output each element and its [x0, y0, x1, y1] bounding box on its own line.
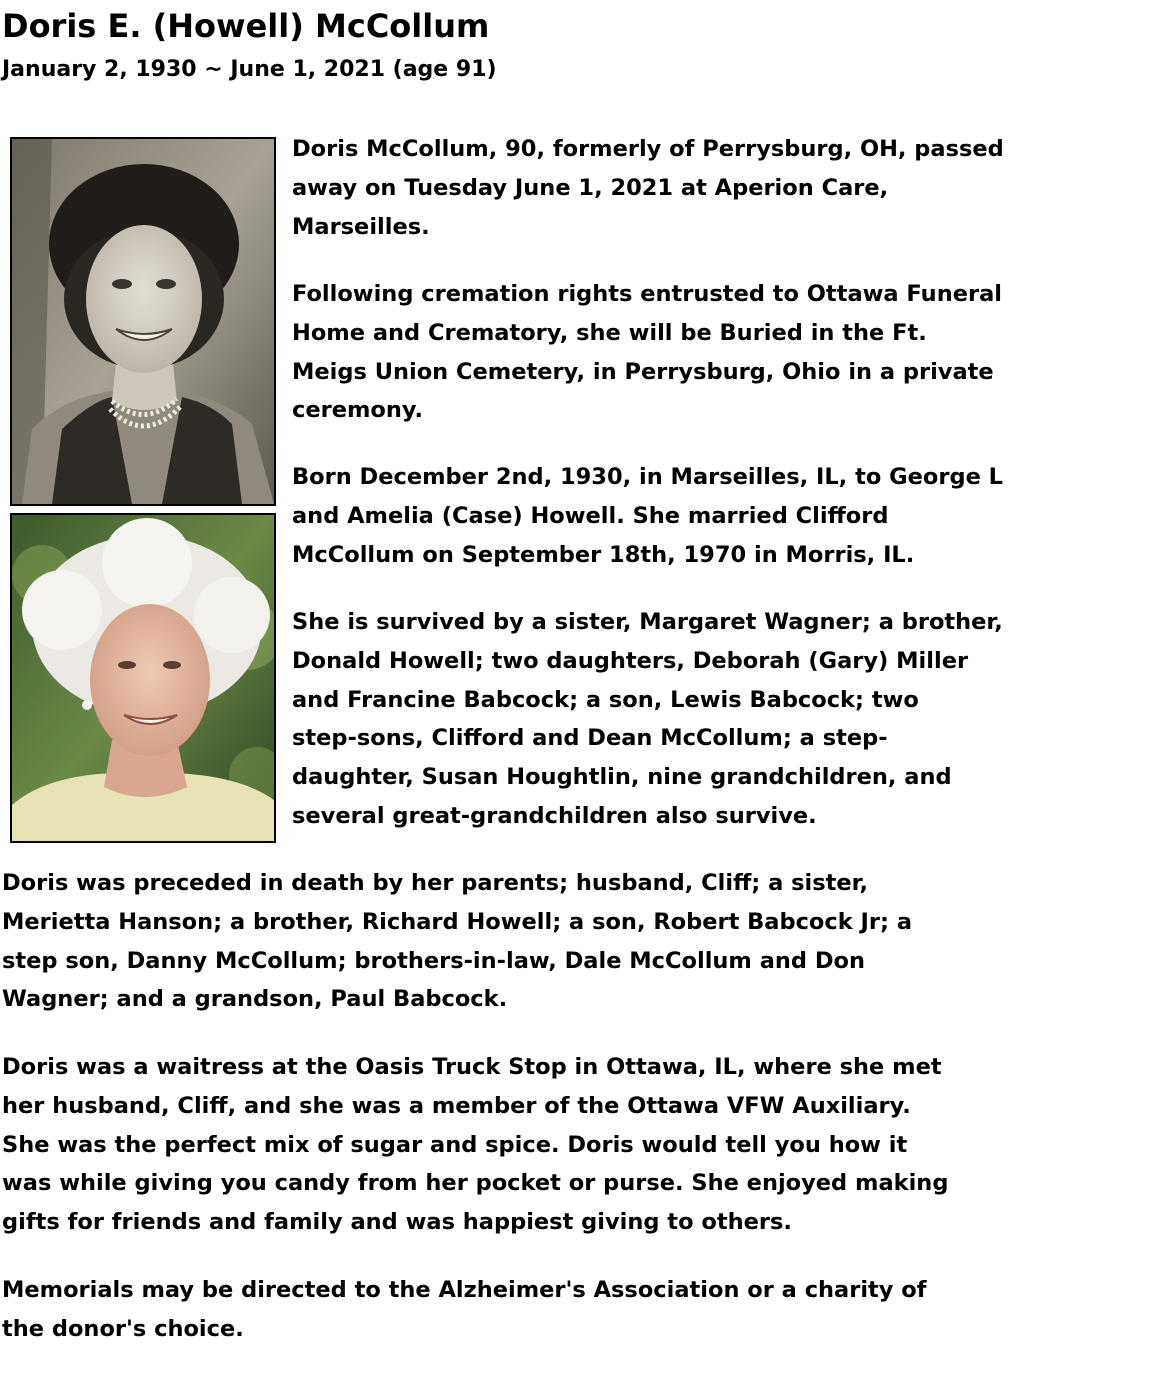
life-dates: January 2, 1930 ~ June 1, 2021 (age 91)	[2, 57, 497, 82]
obituary-paragraph: Doris was preceded in death by her parents; husband, Cliff; a sister, Merietta Hanson; a brother, Richard Howell; a son, Robert Babcock Jr; a step son, Danny McCollum; brothers-in-law, Dale McCollum and Don Wagner; and a grandson, Paul Babcock.	[2, 870, 913, 1013]
obituary-paragraph: Doris McCollum, 90, formerly of Perrysburg, OH, passed away on Tuesday June 1, 2021 at Aperion Care, Marseilles.	[292, 136, 1004, 240]
obituary-paragraph: Doris was a waitress at the Oasis Truck Stop in Ottawa, IL, where she met her husband, Cliff, and she was a member of the Ottawa VFW Auxiliary. She was the perfect mix of sugar and spice. Doris would tell you how it was while giving you candy from her pocket or purse. She enjoyed making gifts for friends and family and was happiest giving to others.	[2, 1054, 949, 1236]
portrait-photo-icon	[12, 515, 274, 841]
recent-portrait-photo	[10, 513, 276, 843]
obituary-paragraph: Memorials may be directed to the Alzheimer's Association or a charity of the donor's choice.	[2, 1277, 927, 1342]
obituary-paragraph: Following cremation rights entrusted to Ottawa Funeral Home and Crematory, she will be Buried in the Ft. Meigs Union Cemetery, in Perrysburg, Ohio in a private ceremony.	[292, 281, 1002, 424]
page-title: Doris E. (Howell) McCollum	[2, 7, 490, 45]
obituary-paragraph: Born December 2nd, 1930, in Marseilles, IL, to George L and Amelia (Case) Howell. She married Clifford McCollum on September 18th, 1970 in Morris, IL.	[292, 464, 1004, 568]
young-portrait-photo	[10, 137, 276, 506]
portrait-photo-icon	[12, 139, 274, 504]
obituary-paragraph: She is survived by a sister, Margaret Wagner; a brother, Donald Howell; two daughters, Deborah (Gary) Miller and Francine Babcock; a son, Lewis Babcock; two step-sons, Clifford and Dean McCollum; a step- daughter, Susan Houghtlin, nine grandchildren, and several great-grandchildren also survive.	[292, 609, 1003, 829]
